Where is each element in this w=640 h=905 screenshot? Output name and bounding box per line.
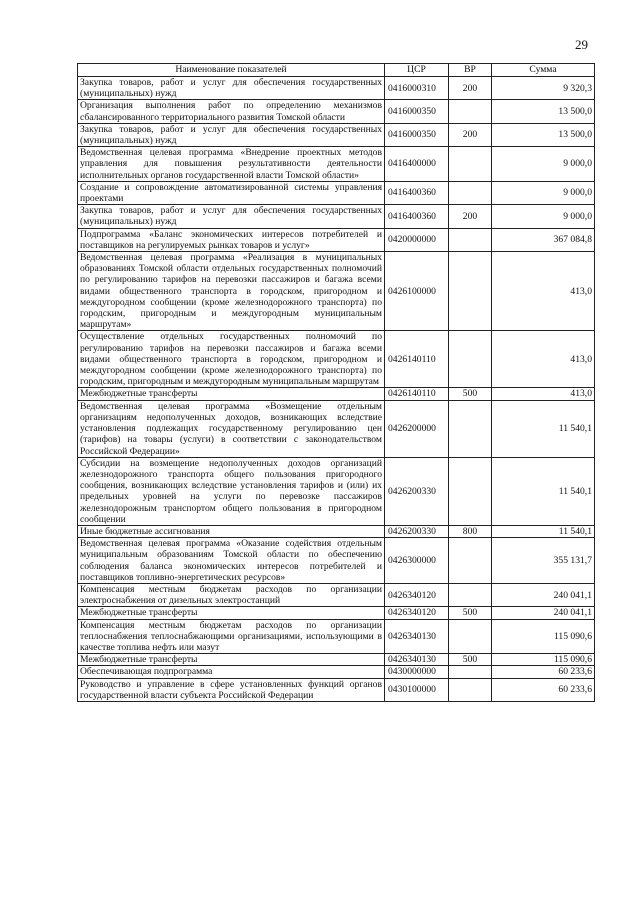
row-vr-code	[449, 181, 492, 204]
header-name: Наименование показателей	[78, 64, 385, 77]
row-name: Межбюджетные трансферты	[78, 388, 385, 400]
row-vr-code	[449, 252, 492, 331]
row-vr-code	[449, 331, 492, 388]
row-csr-code: 0420000000	[385, 228, 449, 251]
header-vr: ВР	[449, 64, 492, 77]
row-sum: 11 540,1	[492, 457, 595, 525]
table-row	[78, 538, 595, 584]
row-sum: 9 000,0	[492, 181, 595, 204]
row-csr-code: 0426340130	[385, 654, 449, 666]
row-csr-code: 0430100000	[385, 678, 449, 701]
header-csr: ЦСР	[385, 64, 449, 77]
budget-table	[77, 63, 595, 702]
table-row	[78, 583, 595, 606]
row-name: Субсидии на возмещение недополученных доходов организаций железнодорожного транспорта общего пользования пригородного сообщения, возникающих вследствие установления тарифов и (или) их предельных уровней на услуги по перевозке пассажиров железнодорожным транспортом общего пользования в пригородном сообщении	[78, 457, 385, 525]
row-name: Межбюджетные трансферты	[78, 654, 385, 666]
table-row	[78, 331, 595, 388]
row-sum: 60 233,6	[492, 678, 595, 701]
row-name: Закупка товаров, работ и услуг для обеспечения государственных (муниципальных) нужд	[78, 205, 385, 228]
row-csr-code: 0426100000	[385, 252, 449, 331]
row-csr-code: 0416400360	[385, 205, 449, 228]
table-row	[78, 666, 595, 678]
row-name: Компенсация местным бюджетам расходов по организации теплоснабжения теплоснабжающими организациями, использующими в качестве топлива нефть или мазут	[78, 619, 385, 654]
row-name: Осуществление отдельных государственных полномочий по регулированию тарифов на перевозки пассажиров и багажа всеми видами общественного транспорта в городском, пригородном и междугородном сообщении (кроме железнодорожного транспорта) по городским, пригородным и междугородным муниципальным маршрутам	[78, 331, 385, 388]
row-csr-code: 0426300000	[385, 538, 449, 584]
row-vr-code: 200	[449, 205, 492, 228]
table-row	[78, 619, 595, 654]
row-vr-code	[449, 538, 492, 584]
table-row	[78, 678, 595, 701]
row-sum: 367 084,8	[492, 228, 595, 251]
row-sum: 60 233,6	[492, 666, 595, 678]
row-csr-code: 0426140110	[385, 388, 449, 400]
row-sum: 115 090,6	[492, 654, 595, 666]
row-name: Закупка товаров, работ и услуг для обеспечения государственных (муниципальных) нужд	[78, 77, 385, 100]
table-row	[78, 400, 595, 457]
row-vr-code	[449, 147, 492, 182]
row-name: Компенсация местным бюджетам расходов по организации электроснабжения от дизельных электростанций	[78, 583, 385, 606]
row-vr-code	[449, 228, 492, 251]
row-name: Обеспечивающая подпрограмма	[78, 666, 385, 678]
table-row	[78, 123, 595, 146]
row-name: Межбюджетные трансферты	[78, 607, 385, 619]
row-csr-code: 0426200000	[385, 400, 449, 457]
row-name: Ведомственная целевая программа «Реализация в муниципальных образованиях Томской области отдельных государственных полномочий по регулированию тарифов на перевозки пассажиров и багажа всеми видами общественного транспорта в городском, пригородном и междугородном сообщении (кроме железнодорожного транспорта) по городским, пригородным и междугородным муниципальным маршрутам»	[78, 252, 385, 331]
row-csr-code: 0430000000	[385, 666, 449, 678]
row-vr-code: 500	[449, 607, 492, 619]
row-name: Иные бюджетные ассигнования	[78, 525, 385, 537]
table-row	[78, 252, 595, 331]
row-sum: 9 000,0	[492, 147, 595, 182]
row-sum: 9 000,0	[492, 205, 595, 228]
table-row	[78, 388, 595, 400]
row-csr-code: 0426340120	[385, 583, 449, 606]
row-csr-code: 0416000350	[385, 100, 449, 123]
row-vr-code	[449, 619, 492, 654]
row-vr-code: 500	[449, 388, 492, 400]
page-number: 29	[575, 37, 588, 52]
table-row	[78, 205, 595, 228]
row-name: Ведомственная целевая программа «Внедрение проектных методов управления для повышения результативности деятельности исполнительных органов государственной власти Томской области»	[78, 147, 385, 182]
row-csr-code: 0426340130	[385, 619, 449, 654]
row-sum: 240 041,1	[492, 583, 595, 606]
row-csr-code: 0426200330	[385, 525, 449, 537]
table-row	[78, 77, 595, 100]
row-name: Ведомственная целевая программа «Оказание содействия отдельным муниципальным образованиям Томской области по обеспечению соблюдения баланса экономических интересов потребителей и поставщиков топливно-энергетических ресурсов»	[78, 538, 385, 584]
row-sum: 9 320,3	[492, 77, 595, 100]
row-vr-code: 800	[449, 525, 492, 537]
row-name: Закупка товаров, работ и услуг для обеспечения государственных (муниципальных) нужд	[78, 123, 385, 146]
row-sum: 115 090,6	[492, 619, 595, 654]
row-vr-code	[449, 666, 492, 678]
row-vr-code	[449, 457, 492, 525]
row-sum: 13 500,0	[492, 100, 595, 123]
row-csr-code: 0416400360	[385, 181, 449, 204]
row-vr-code: 200	[449, 77, 492, 100]
row-name: Ведомственная целевая программа «Возмещение отдельным организациям недополученных доходов, возникающих вследствие установления подлежащих государственному регулированию цен (тарифов) на товары (услуги) в соответствии с законодательством Российской Федерации»	[78, 400, 385, 457]
row-vr-code	[449, 100, 492, 123]
row-vr-code: 500	[449, 654, 492, 666]
row-sum: 413,0	[492, 331, 595, 388]
row-sum: 11 540,1	[492, 400, 595, 457]
table-row	[78, 147, 595, 182]
row-sum: 413,0	[492, 388, 595, 400]
table-row	[78, 181, 595, 204]
row-sum: 13 500,0	[492, 123, 595, 146]
table-row	[78, 525, 595, 537]
row-vr-code: 200	[449, 123, 492, 146]
row-name: Руководство и управление в сфере установленных функций органов государственной власти субъекта Российской Федерации	[78, 678, 385, 701]
row-name: Организация выполнения работ по определению механизмов сбалансированного территориального развития Томской области	[78, 100, 385, 123]
table-row	[78, 607, 595, 619]
row-csr-code: 0416000350	[385, 123, 449, 146]
table-row	[78, 228, 595, 251]
header-sum: Сумма	[492, 64, 595, 77]
row-csr-code: 0416000310	[385, 77, 449, 100]
row-csr-code: 0426140110	[385, 331, 449, 388]
row-csr-code: 0426340120	[385, 607, 449, 619]
row-vr-code	[449, 400, 492, 457]
row-sum: 11 540,1	[492, 525, 595, 537]
row-csr-code: 0426200330	[385, 457, 449, 525]
row-vr-code	[449, 678, 492, 701]
table-row	[78, 457, 595, 525]
row-sum: 413,0	[492, 252, 595, 331]
table-header-row	[78, 64, 595, 77]
row-sum: 240 041,1	[492, 607, 595, 619]
table-row	[78, 654, 595, 666]
row-name: Создание и сопровождение автоматизированной системы управления проектами	[78, 181, 385, 204]
row-vr-code	[449, 583, 492, 606]
row-sum: 355 131,7	[492, 538, 595, 584]
row-csr-code: 0416400000	[385, 147, 449, 182]
row-name: Подпрограмма «Баланс экономических интересов потребителей и поставщиков на регулируемых рынках товаров и услуг»	[78, 228, 385, 251]
table-row	[78, 100, 595, 123]
